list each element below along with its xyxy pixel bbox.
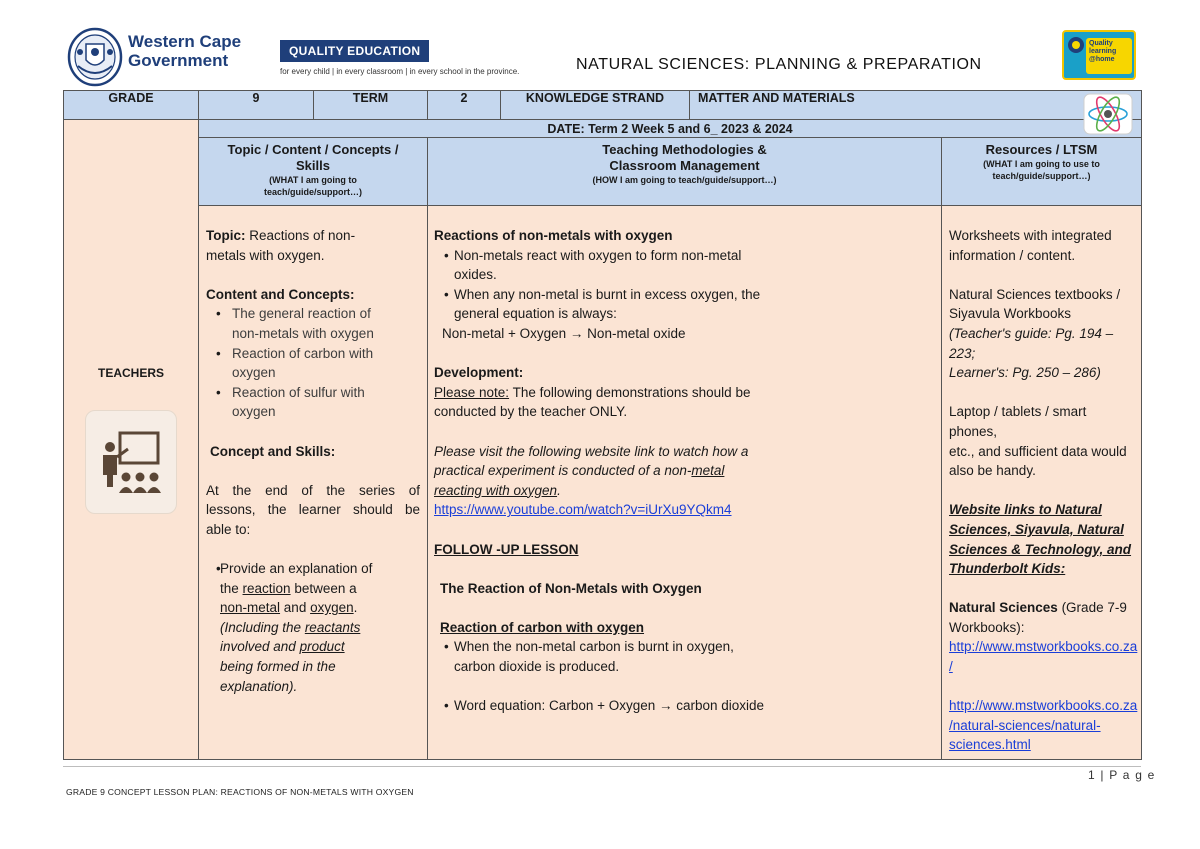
page-number: 1 | P a g e xyxy=(1088,768,1156,782)
document-title: NATURAL SCIENCES: PLANNING & PREPARATION xyxy=(576,56,982,73)
content-list xyxy=(216,304,420,422)
list-item: • When the non-metal carbon is burnt in oxygen, carbon dioxide is produced. xyxy=(434,637,934,676)
org-name: Western Cape Government xyxy=(128,32,242,70)
knowledge-strand-label: KNOWLEDGE STRAND xyxy=(501,91,690,120)
content-heading: Content and Concepts: xyxy=(206,286,355,302)
ql-logo-text: Quality learning @home xyxy=(1086,38,1132,74)
knowledge-strand-value: MATTER AND MATERIALS xyxy=(690,91,1142,120)
list-item: • The general reaction of non-metals with oxygen xyxy=(216,304,420,343)
list-item: • When any non-metal is burnt in excess oxygen, the general equation is always: xyxy=(434,285,934,324)
date-row: DATE: Term 2 Week 5 and 6_ 2023 & 2024 xyxy=(199,120,1142,138)
topic-content-cell: Topic: Reactions of non- metals with oxygen. Content and Concepts: • The general reaction of non-metals with oxygen • Reaction of carbon with oxygen • Reaction of sulfur with oxygen Concept and Skills: At the end of the series of lessons, the learner should be able to: • Provide an explanation of the reaction between a non-metal and oxygen. (Including the reactants involved and product being formed in the explanation). xyxy=(199,206,428,760)
grade-row xyxy=(64,91,1142,120)
column-headers xyxy=(64,138,1142,206)
grade-label: GRADE xyxy=(64,91,199,120)
youtube-video-link[interactable]: https://www.youtube.com/watch?v=iUrXu9YQkm4 xyxy=(434,502,732,518)
coat-of-arms-icon xyxy=(66,26,124,88)
term-value: 2 xyxy=(428,91,501,120)
follow-up-title: The Reaction of Non-Metals with Oxygen xyxy=(440,580,702,596)
ql-badge-icon xyxy=(1067,36,1085,54)
teaching-content-cell: Reactions of non-metals with oxygen • Non-metals react with oxygen to form non-metal oxides. • When any non-metal is burnt in excess oxygen, the general equation is always: Non-metal + Oxygen → Non-metal oxide Development: Please note: The following demonstrations should be conducted by the teacher ONLY. Please visit the following website link to watch how a practical experiment is conducted of a non-metal reacting with oxygen. https://www.youtube.com/watch?v=iUrXu9YQkm4 FOLLOW -UP LESSON The Reaction of Non-Metals with Oxygen Reaction of carbon with oxygen • When the non-metal carbon is burnt in oxygen, carbon dioxide is produced. • Word equation: Carbon + Oxygen → carbon dioxide xyxy=(428,206,942,760)
list-item: • Non-metals react with oxygen to form non-metal oxides. xyxy=(434,246,934,285)
resources-content-cell: Worksheets with integrated information / content. Natural Sciences textbooks / Siyavula Workbooks (Teacher's guide: Pg. 194 – 223; Learner's: Pg. 250 – 286) Laptop / tablets / smart phones, etc., and sufficient data would also be handy. Website links to Natural Sciences, Siyavula, Natural Sciences & Technology, and Thunderbolt Kids: Natural Sciences (Grade 7-9 Workbooks): http://www.mstworkbooks.co.za / http://www.mstworkbooks.co.za /natural-sciences/natural- sciences.html xyxy=(942,206,1142,760)
footer-divider xyxy=(63,766,1141,767)
teachers-content-row xyxy=(64,206,1142,760)
topic-column-header: Topic / Content / Concepts / Skills (WHAT I am going to teach/guide/support…) xyxy=(199,138,428,206)
quality-education-logo xyxy=(280,40,519,76)
page-header xyxy=(0,0,1200,92)
footer-title: GRADE 9 CONCEPT LESSON PLAN: REACTIONS OF NON-METALS WITH OXYGEN xyxy=(66,787,414,797)
list-item: • Word equation: Carbon + Oxygen → carbon dioxide xyxy=(434,696,934,716)
general-equation: Non-metal + Oxygen → Non-metal oxide xyxy=(442,325,686,341)
skills-heading: Concept and Skills: xyxy=(210,443,336,459)
topic-label: Topic: xyxy=(206,228,246,243)
western-cape-government-logo xyxy=(66,26,266,88)
atom-icon xyxy=(1083,93,1133,135)
list-item: • Reaction of sulfur with oxygen xyxy=(216,383,420,422)
objective-item: • Provide an explanation of xyxy=(206,559,420,579)
term-label: TERM xyxy=(314,91,428,120)
quality-education-tagline: for every child | in every classroom | in every school in the province. xyxy=(280,67,520,76)
carbon-heading: Reaction of carbon with oxygen xyxy=(440,619,645,635)
lesson-plan-table xyxy=(63,90,1142,760)
mstworkbooks-link[interactable]: http://www.mstworkbooks.co.za / xyxy=(949,639,1138,675)
section-heading: Reactions of non-metals with oxygen xyxy=(434,228,673,243)
resources-column-header: Resources / LTSM (WHAT I am going to use to teach/guide/support…) xyxy=(942,138,1142,206)
follow-up-heading: FOLLOW -UP LESSON xyxy=(434,541,579,557)
grade-value: 9 xyxy=(199,91,314,120)
teacher-presentation-icon xyxy=(85,410,177,514)
teachers-row-label: TEACHERS xyxy=(64,120,199,760)
natural-sciences-link[interactable]: http://www.mstworkbooks.co.za /natural-sciences/natural- sciences.html xyxy=(949,698,1138,753)
list-item: • Reaction of carbon with oxygen xyxy=(216,344,420,383)
quality-learning-at-home-logo xyxy=(1062,30,1136,80)
teaching-methodologies-header: Teaching Methodologies & Classroom Management (HOW I am going to teach/guide/support…) xyxy=(428,138,942,206)
quality-education-badge: QUALITY EDUCATION xyxy=(280,40,429,62)
website-links-heading: Website links to Natural xyxy=(949,502,1102,518)
development-heading: Development: xyxy=(434,365,524,381)
